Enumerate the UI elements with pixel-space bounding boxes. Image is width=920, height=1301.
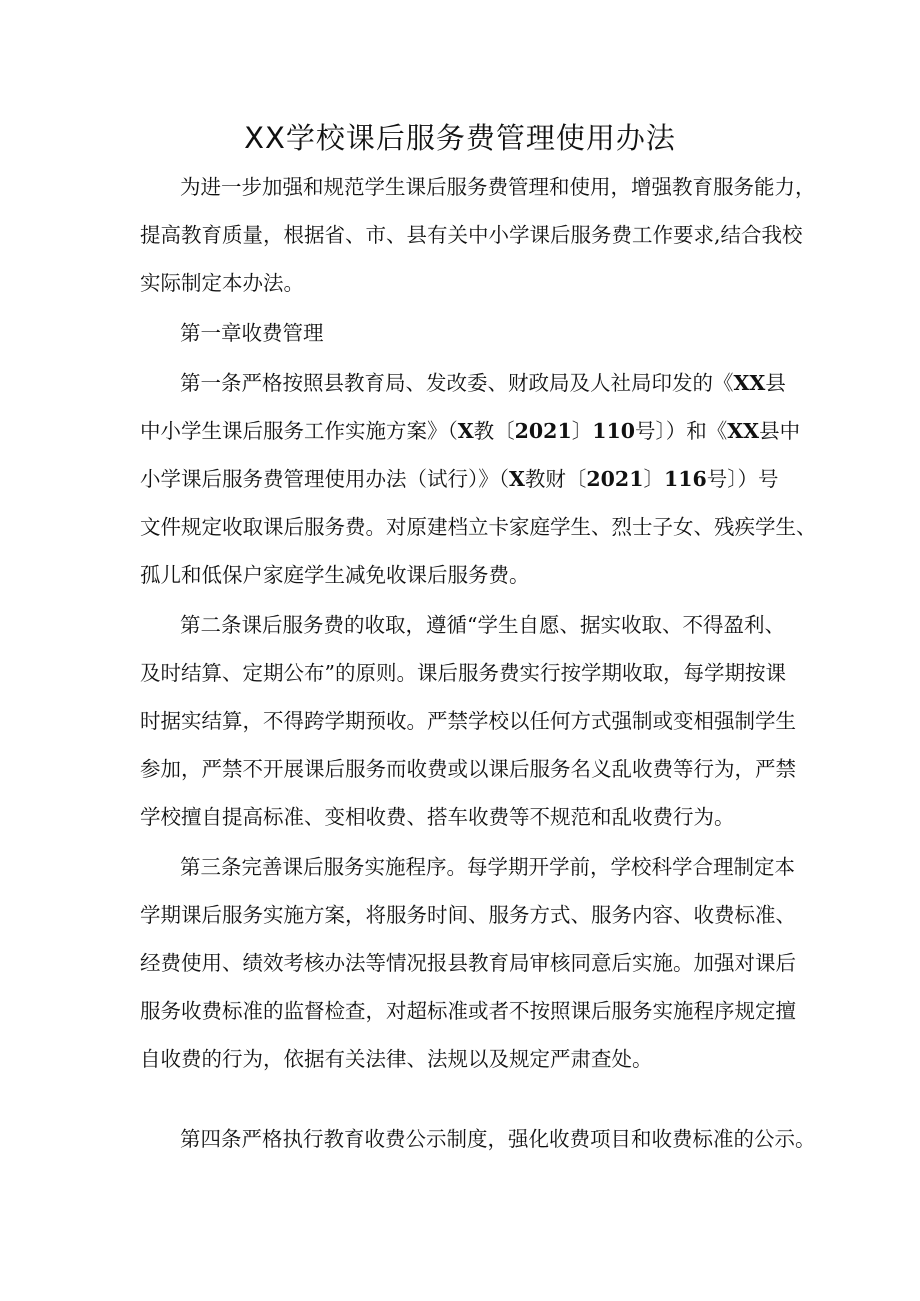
article-2-line: 参加，严禁不开展课后服务而收费或以课后服务名义乱收费等行为，严禁 bbox=[140, 757, 796, 781]
article-3-line: 服务收费标准的监督检查，对超标准或者不按照课后服务实施程序规定擅 bbox=[140, 999, 796, 1023]
article-2-line: 第二条课后服务费的收取，遵循“学生自愿、据实收取、不得盈利、 bbox=[180, 613, 785, 637]
article-1-line: 小学课后服务费管理使用办法（试行）》（X教财〔2021〕116号〕）号 bbox=[140, 467, 779, 491]
article-3-line: 经费使用、绩效考核办法等情况报县教育局审核同意后实施。加强对课后 bbox=[140, 951, 796, 975]
paragraph-line: 为进一步加强和规范学生课后服务费管理和使用，增强教育服务能力， bbox=[180, 175, 816, 199]
article-2-line: 及时结算、定期公布”的原则。课后服务费实行按学期收取，每学期按课 bbox=[140, 661, 786, 685]
article-2-line: 时据实结算，不得跨学期预收。严禁学校以任何方式强制或变相强制学生 bbox=[140, 709, 796, 733]
article-2-line: 学校擅自提高标准、变相收费、搭车收费等不规范和乱收费行为。 bbox=[140, 805, 735, 829]
article-3-line: 学期课后服务实施方案，将服务时间、服务方式、服务内容、收费标准、 bbox=[140, 903, 796, 927]
article-3-line: 第三条完善课后服务实施程序。每学期开学前，学校科学合理制定本 bbox=[180, 855, 795, 879]
document-title: XX学校课后服务费管理使用办法 bbox=[244, 121, 676, 155]
paragraph-line: 实际制定本办法。 bbox=[140, 271, 304, 295]
chapter-heading: 第一章收费管理 bbox=[180, 321, 324, 345]
article-4-line: 第四条严格执行教育收费公示制度，强化收费项目和收费标准的公示。 bbox=[180, 1127, 816, 1151]
article-1-line: 中小学生课后服务工作实施方案》（X教〔2021〕110号〕）和《XX县中 bbox=[140, 419, 801, 443]
article-1-line: 文件规定收取课后服务费。对原建档立卡家庭学生、烈士子女、残疾学生、 bbox=[140, 515, 817, 539]
article-3-line: 自收费的行为，依据有关法律、法规以及规定严肃查处。 bbox=[140, 1047, 653, 1071]
article-1-line: 孤儿和低保户家庭学生减免收课后服务费。 bbox=[140, 563, 530, 587]
paragraph-line: 提高教育质量，根据省、市、县有关中小学课后服务费工作要求,结合我校 bbox=[140, 223, 803, 247]
article-1-line: 第一条严格按照县教育局、发改委、财政局及人社局印发的《XX县 bbox=[180, 371, 786, 395]
